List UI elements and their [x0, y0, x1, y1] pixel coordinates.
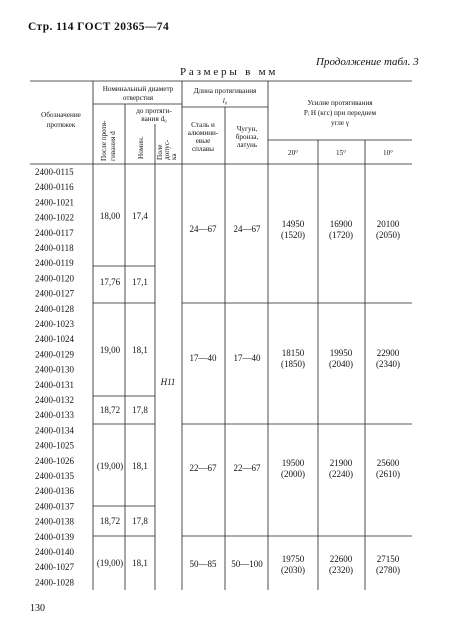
before-broaching-header-1: до протяги- [136, 107, 172, 115]
force-10-cell: 20100 [376, 219, 400, 229]
force-10-kgf-cell: (2610) [376, 469, 400, 479]
force-20-cell: 19750 [281, 554, 305, 564]
designation-cell: 2400-0116 [35, 182, 74, 193]
designation-cell: 2400-1021 [35, 197, 74, 208]
designation-cell: 2400-0139 [35, 531, 74, 542]
length-iron-cell: 24—67 [233, 224, 261, 234]
force-15-cell: 19950 [329, 348, 353, 358]
length-iron-cell: 50—100 [231, 559, 263, 569]
designation-cell: 2400-0132 [35, 395, 74, 405]
tolerance-value: H11 [160, 377, 176, 387]
iron-header-3: латунь [236, 141, 258, 149]
diameter-before-cell: 18,1 [132, 461, 148, 471]
force-header-3: угле γ [331, 119, 349, 127]
diameter-before-cell: 17,8 [132, 516, 148, 526]
designation-cell: 2400-0128 [35, 303, 74, 314]
diameter-after-cell: 18,00 [99, 211, 121, 221]
diameter-before-cell: 18,1 [132, 558, 148, 568]
designation-cell: 2400-0131 [35, 379, 74, 390]
angle-15-header: 15° [335, 149, 347, 157]
length-iron-cell: 22—67 [233, 463, 261, 473]
diameter-after-cell: 18,72 [99, 516, 121, 526]
angle-20-header: 20° [287, 149, 299, 157]
tolerance-header-1: Поле [156, 144, 164, 160]
diameter-after-cell: (19,00) [96, 558, 124, 568]
force-20-cell: 14950 [281, 219, 305, 229]
iron-header-1: Чугун, [236, 125, 258, 133]
table-title: Размеры в мм [180, 66, 279, 78]
force-20-kgf-cell: (1520) [281, 230, 305, 240]
nominal-diameter-header-1: Номинальный диаметр [102, 85, 174, 93]
iron-header-2: бронза, [235, 133, 259, 141]
length-steel-cell: 50—85 [189, 559, 217, 569]
force-10-cell: 25600 [376, 458, 400, 468]
tolerance-header-3: ка [170, 153, 178, 160]
force-10-kgf-cell: (2050) [376, 230, 400, 240]
designation-cell: 2400-1025 [35, 440, 74, 451]
designation-cell: 2400-0136 [35, 486, 74, 497]
designation-cell: 2400-0140 [35, 547, 74, 557]
length-steel-cell: 17—40 [189, 353, 217, 363]
nominal-diameter-header-2: отверстия [122, 94, 154, 102]
designation-cell: 2400-0138 [35, 516, 74, 527]
page-number: 130 [30, 603, 45, 614]
diameter-before-cell: 17,8 [132, 405, 148, 415]
designation-cell: 2400-0118 [35, 243, 74, 253]
angle-10-header: 10° [382, 149, 394, 157]
length-iron-cell: 17—40 [233, 353, 261, 363]
length-steel-cell: 22—67 [189, 463, 217, 473]
designation-cell: 2400-0135 [35, 471, 74, 481]
steel-header-4: сплавы [191, 145, 215, 153]
designation-cell: 2400-0133 [35, 410, 74, 421]
diameter-after-cell: 19,00 [99, 345, 121, 355]
designation-cell: 2400-0129 [35, 349, 74, 360]
force-15-cell: 21900 [329, 458, 353, 468]
diameter-before-cell: 17,4 [132, 211, 148, 221]
force-15-cell: 22600 [329, 554, 353, 564]
designation-cell: 2400-1028 [35, 577, 74, 588]
designation-cell: 2400-0119 [35, 258, 74, 269]
force-10-kgf-cell: (2340) [376, 359, 400, 369]
force-15-cell: 16900 [329, 219, 353, 229]
steel-header-1: Сталь и [191, 121, 215, 129]
tolerance-header-2: допус- [163, 139, 171, 160]
designation-header-1: Обозначение [41, 111, 81, 119]
designation-cell: 2400-0120 [35, 273, 74, 284]
after-broaching-header-2: гивания d [109, 131, 117, 161]
diameter-before-cell: 17,1 [132, 277, 148, 287]
force-10-cell: 27150 [376, 554, 400, 564]
diameter-before-cell: 18,1 [132, 345, 148, 355]
force-15-kgf-cell: (2320) [329, 565, 353, 575]
before-broaching-header-2: вания d₀ [141, 115, 167, 123]
diameter-after-cell: (19,00) [96, 461, 124, 471]
designation-cell: 2400-1023 [35, 319, 74, 329]
force-15-kgf-cell: (2040) [329, 359, 353, 369]
steel-header-2: алюмини- [187, 129, 219, 137]
length-header-2: l₀ [222, 97, 228, 105]
designation-cell: 2400-1026 [35, 455, 74, 466]
designation-header-2: протяжек [46, 121, 76, 129]
designation-cell: 2400-0134 [35, 425, 74, 436]
force-15-kgf-cell: (1720) [329, 230, 353, 240]
force-header-2: Pᵢ Н (кгс) при переднем [303, 109, 377, 117]
designation-cell: 2400-1022 [35, 212, 74, 223]
force-20-kgf-cell: (2030) [281, 565, 305, 575]
steel-header-3: евые [195, 137, 211, 145]
force-20-cell: 19500 [281, 458, 305, 468]
force-20-kgf-cell: (2000) [281, 469, 305, 479]
designation-cell: 2400-0115 [35, 167, 74, 177]
diameter-after-cell: 18,72 [99, 405, 121, 415]
designation-cell: 2400-0130 [35, 364, 74, 375]
force-10-cell: 22900 [376, 348, 400, 358]
force-15-kgf-cell: (2240) [329, 469, 353, 479]
page-header: Стр. 114 ГОСТ 20365—74 [28, 21, 170, 33]
length-header-1: Длина протягивания [193, 87, 257, 95]
force-header-1: Усилие протягивания [307, 99, 373, 107]
designation-cell: 2400-1024 [35, 334, 74, 345]
diameter-after-cell: 17,76 [99, 277, 121, 287]
force-20-cell: 18150 [281, 348, 305, 358]
designation-cell: 2400-0117 [35, 227, 74, 238]
force-20-kgf-cell: (1850) [281, 359, 305, 369]
table-continuation-label: Продолжение табл. 3 [316, 56, 419, 68]
length-steel-cell: 24—67 [189, 224, 217, 234]
designation-cell: 2400-0127 [35, 288, 74, 299]
after-broaching-header-1: После протя- [100, 120, 108, 161]
designation-cell: 2400-0137 [35, 501, 74, 512]
force-10-kgf-cell: (2780) [376, 565, 400, 575]
nominal-header: Номин. [137, 136, 145, 159]
designation-cell: 2400-1027 [35, 562, 74, 573]
